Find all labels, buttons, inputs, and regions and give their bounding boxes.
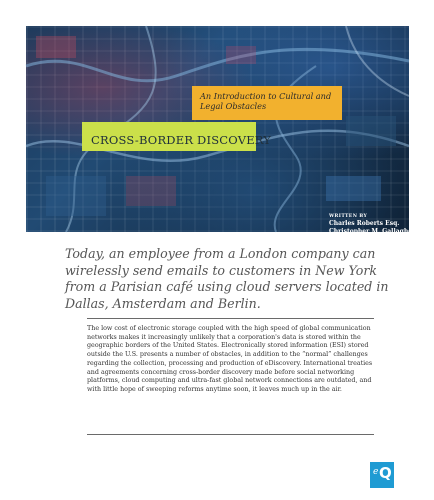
lead-paragraph: Today, an employee from a London company can wirelessly send emails to customers in New York from a Parisian café using cloud servers located in Dallas, Amsterdam and Berlin. <box>65 246 389 311</box>
divider-top <box>87 318 374 319</box>
written-by-label: WRITTEN BY <box>329 214 368 219</box>
subtitle-banner <box>192 86 342 120</box>
author-block <box>329 213 433 236</box>
cover-subtitle: An Introduction to Cultural and Legal Obstacles <box>200 91 332 111</box>
eq-logo-icon <box>370 462 394 488</box>
logo-letter-q: Q <box>379 464 392 482</box>
logo-letter-e: e <box>373 467 379 477</box>
cover-image <box>26 26 432 235</box>
cover-title: CROSS-BORDER DISCOVERY <box>91 133 272 147</box>
divider-bottom <box>87 434 374 435</box>
body-paragraph: The low cost of electronic storage coupled with the high speed of global communication networks makes it increasingly unlikely that a corporation's data is stored within the geographic borders of the United States. Electronically stored information (ESI) stored outside the U.S. presents a number of obstacles, in addition to the “normal” challenges regarding the collection, processing and production of eDiscovery. International treaties and agreements concerning cross-border discovery made before social networking platforms, cloud computing and ultra-fast global network connections are outdated, and with little hope of sweeping reforms anytime soon, it leaves much up in the air. <box>87 325 373 393</box>
author-name: Charles Roberts Esq. <box>329 220 400 227</box>
title-banner <box>82 122 272 151</box>
author-name: Christopher M. Gallagher Esq. <box>329 228 432 235</box>
